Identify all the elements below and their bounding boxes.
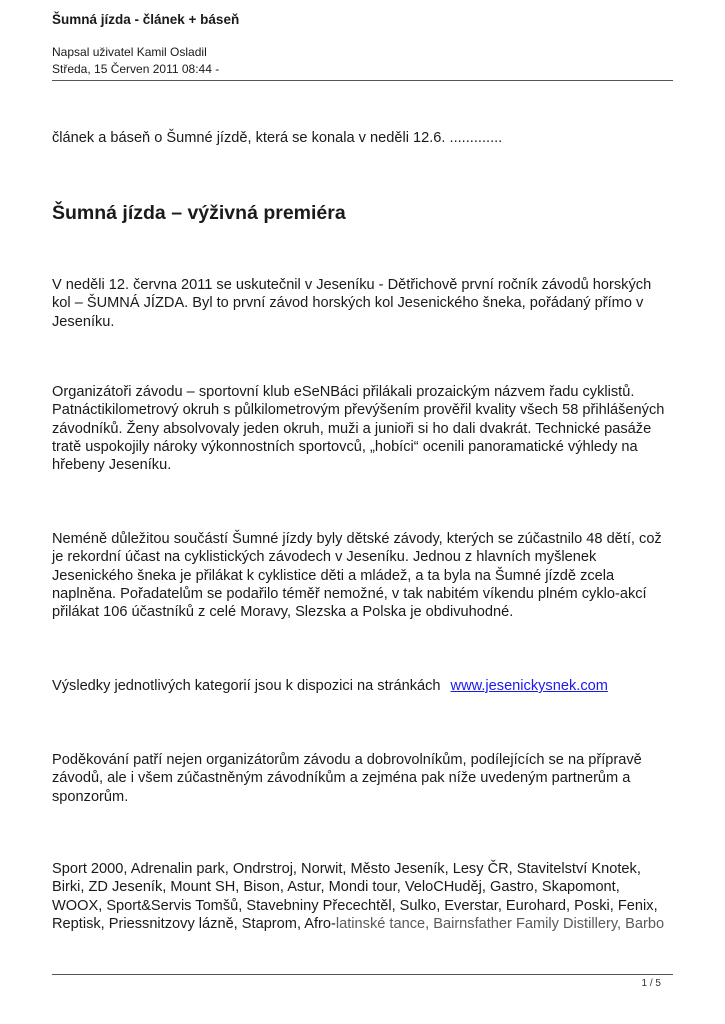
sponsors-line-4-start: Reptisk, Priessnitzovy lázně, Staprom, Afro-: [52, 915, 336, 932]
results-text: Výsledky jednotlivých kategorií jsou k dispozici na stránkách: [52, 678, 441, 694]
article-heading: Šumná jízda – výživná premiéra: [52, 202, 346, 224]
paragraph-thanks: Poděkování patří nejen organizátorům závodu a dobrovolníkům, podílejících se na přípravě závodů, ale i všem zúčastněným závodníkům a zejména pak níže uvedeným partnerům a sponzorům.: [52, 752, 642, 805]
page-number: 1 / 5: [641, 978, 661, 989]
author-line: Napsal uživatel Kamil Osladil: [52, 45, 207, 59]
sponsors-line-4: [52, 915, 673, 933]
sponsors-line-1: Sport 2000, Adrenalin park, Ondrstroj, Norwit, Město Jeseník, Lesy ČR, Stavitelství Knotek,: [52, 861, 641, 877]
results-link[interactable]: www.jesenickysnek.com: [450, 678, 608, 694]
results-paragraph: [52, 677, 673, 695]
article-intro: článek a báseň o Šumné jízdě, která se konala v neděli 12.6. .............: [52, 130, 503, 146]
footer-divider: [52, 974, 673, 975]
paragraph-1: V neděli 12. června 2011 se uskutečnil v Jeseníku - Dětřichově první ročník závodů horských kol – ŠUMNÁ JÍZDA. Byl to první závod horských kol Jesenického šneka, pořádaný přímo v Jeseníku.: [52, 277, 652, 330]
document-title: Šumná jízda - článek + báseň: [52, 12, 240, 27]
paragraph-2: Organizátoři závodu – sportovní klub eSeNBáci přilákali prozaickým názvem řadu cyklistů. Patnáctikilometrový okruh s půlkilometrovým převýšením prověřil kvality všech 58 přihlášených závodníků. Ženy absolvovaly jeden okruh, muži a junioři si ho dali dvakrát. Technické pasáže tratě uspokojily nároky výkonnostních sportovců, „hobíci“ ocenili panoramatické výhledy na hřebeny Jeseníku.: [52, 384, 665, 474]
sponsors-line-3: WOOX, Sport&Servis Tomšů, Stavebniny Přecechtěl, Sulko, Everstar, Eurohard, Poski, Fenix,: [52, 897, 658, 914]
paragraph-3: Neméně důležitou součástí Šumné jízdy byly dětské závody, kterých se zúčastnilo 48 dětí, což je rekordní účast na cyklistických závodech v Jeseníku. Jednou z hlavních myšlenek Jesenického šneka je přilákat k cyklistice děti a mládež, a ta byla na Šumné jízdě zcela naplněna. Pořadatelům se podařilo téměř nemožné, v tak nabitém víkendu plném cyklo-akcí přilákat 106 účastníků z celé Moravy, Slezska a Polska je obdivuhodné.: [52, 531, 662, 621]
sponsors-line-4-end: latinské tance, Bairnsfather Family Distillery, Barbo: [335, 915, 665, 932]
sponsors-line-2: Birki, ZD Jeseník, Mount SH, Bison, Astur, Mondi tour, VeloCHuděj, Gastro, Skapomont,: [52, 879, 620, 896]
date-line: Středa, 15 Červen 2011 08:44 -: [52, 62, 220, 76]
sponsors-paragraph: [52, 860, 673, 933]
header-divider: [52, 80, 673, 81]
